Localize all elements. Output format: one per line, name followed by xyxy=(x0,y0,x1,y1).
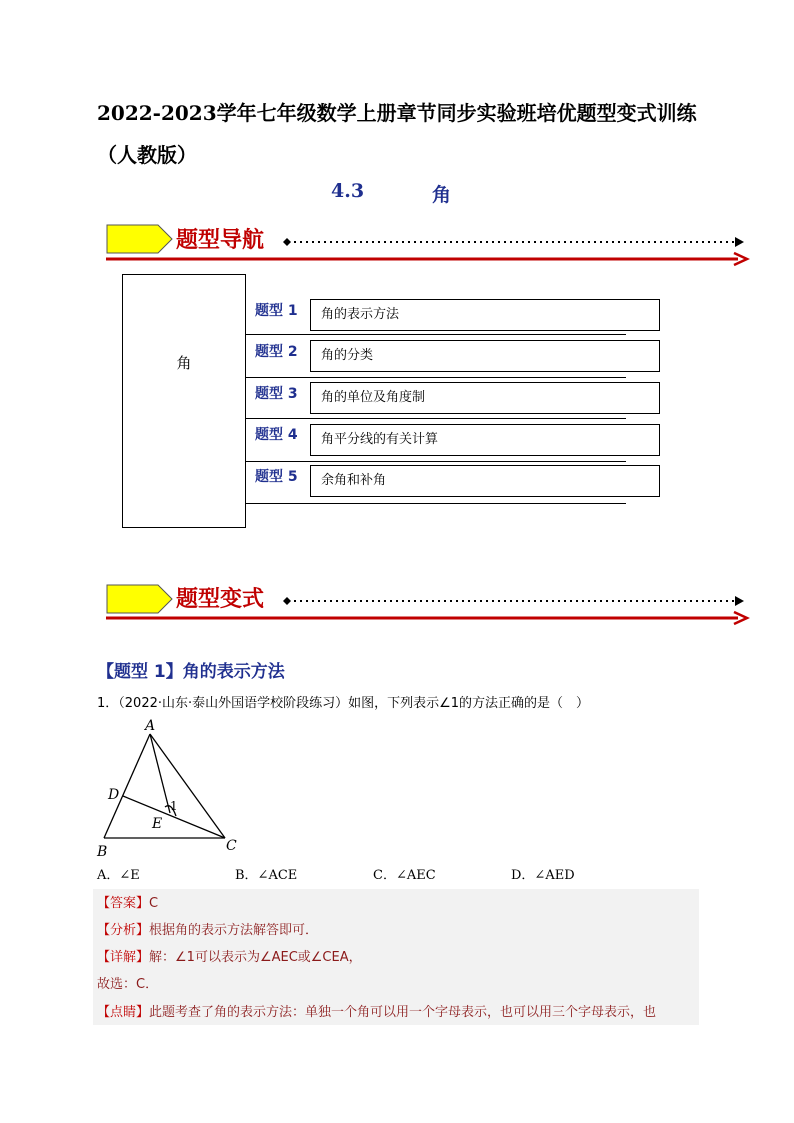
detail-tag: 【详解】 xyxy=(97,950,150,965)
nav-divider xyxy=(246,334,626,335)
conclusion-line: 故选：C． xyxy=(97,977,159,992)
banner-title-variants: 题型变式 xyxy=(176,587,265,612)
nav-divider xyxy=(246,377,626,378)
section-number: 4.3 xyxy=(331,180,365,202)
option-b[interactable]: B．∠ACE xyxy=(235,868,298,883)
option-d[interactable]: D．∠AED xyxy=(511,868,575,883)
analysis-line xyxy=(97,919,318,938)
detail-line xyxy=(97,946,362,965)
comment-text: 此题考查了角的表示方法：单独一个角可以用一个字母表示，也可以用三个字母表示，也 xyxy=(149,1005,657,1020)
nav-tag-3: 题型 3 xyxy=(255,386,298,402)
nav-root-label: 角 xyxy=(176,354,192,372)
question-type-heading: 【题型 1】角的表示方法 xyxy=(97,662,285,682)
point-label-b: B xyxy=(97,844,108,860)
section-name: 角 xyxy=(432,184,452,206)
nav-divider xyxy=(246,503,626,504)
answer-line xyxy=(97,892,158,911)
analysis-text: 根据角的表示方法解答即可． xyxy=(149,923,319,938)
question-text: 1．（2022·山东·泰山外国语学校阶段练习）如图，下列表示∠1的方法正确的是（ ） xyxy=(97,696,590,711)
point-label-a: A xyxy=(145,718,156,734)
nav-item-3[interactable]: 角的单位及角度制 xyxy=(310,382,660,414)
option-a[interactable]: A．∠E xyxy=(97,868,140,883)
option-c[interactable]: C．∠AEC xyxy=(373,868,436,883)
banner-red-arrow xyxy=(104,609,752,627)
nav-divider xyxy=(246,461,626,462)
point-label-d: D xyxy=(108,787,120,803)
triangle-figure xyxy=(95,716,245,861)
comment-line xyxy=(97,1001,697,1020)
nav-tag-4: 题型 4 xyxy=(255,427,298,443)
document-title: 2022-2023学年七年级数学上册章节同步实验班培优题型变式训练（人教版） xyxy=(97,101,697,167)
nav-tag-5: 题型 5 xyxy=(255,469,298,485)
segment-ab xyxy=(104,734,150,838)
answer-tag: 【答案】 xyxy=(97,896,150,911)
banner-red-arrow xyxy=(104,250,752,268)
analysis-tag: 【分析】 xyxy=(97,923,150,938)
detail-text: 解：∠1可以表示为∠AEC或∠CEA， xyxy=(149,950,362,965)
nav-item-2[interactable]: 角的分类 xyxy=(310,340,660,372)
nav-item-5[interactable]: 余角和补角 xyxy=(310,465,660,497)
nav-divider xyxy=(246,418,626,419)
nav-root-box xyxy=(122,274,246,528)
nav-tag-1: 题型 1 xyxy=(255,303,298,319)
point-label-e: E xyxy=(152,816,163,832)
nav-item-1[interactable]: 角的表示方法 xyxy=(310,299,660,331)
answer-value: C xyxy=(149,896,159,911)
segment-ae xyxy=(150,734,170,813)
banner-title-nav: 题型导航 xyxy=(176,228,265,253)
point-label-c: C xyxy=(226,838,237,854)
nav-tag-2: 题型 2 xyxy=(255,344,298,360)
angle-one-label: 1 xyxy=(170,799,178,813)
nav-item-4[interactable]: 角平分线的有关计算 xyxy=(310,424,660,456)
comment-tag: 【点睛】 xyxy=(97,1005,150,1020)
